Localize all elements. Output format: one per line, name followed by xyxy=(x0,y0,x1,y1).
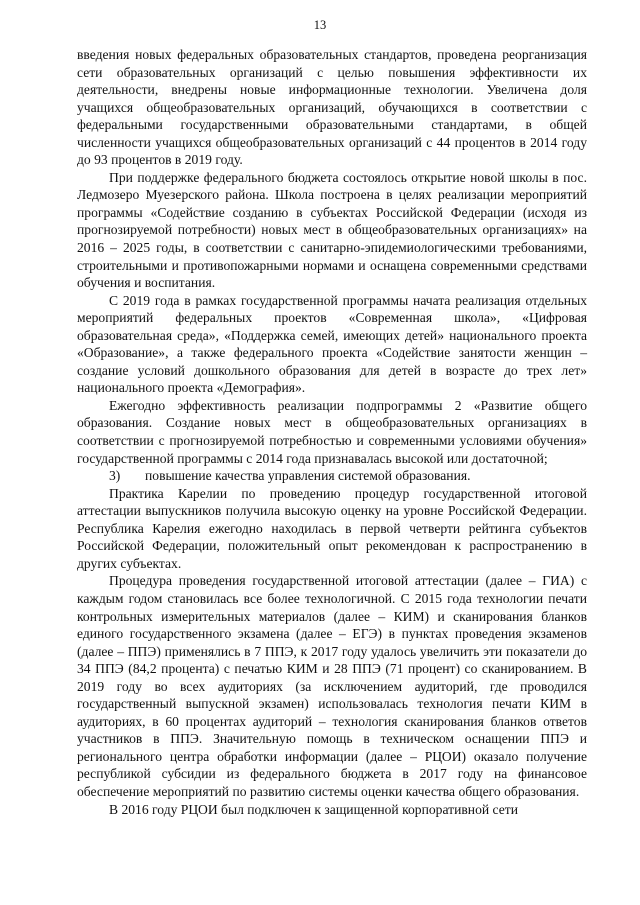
page-number: 13 xyxy=(313,18,327,32)
paragraph-7: В 2016 году РЦОИ был подключен к защищенной корпоративной сети xyxy=(109,801,518,817)
paragraph-2: При поддержке федерального бюджета состоялось открытие новой школы в пос. Ледмозеро Муезерского района. Школа построена в целях реализации мероприятий программы «Содействие созданию в субъектах Российской Федерации (исходя из прогнозируемой потребности) новых мест в общеобразовательных организациях» на 2016 – 2025 годы, в соответствии с санитарно-эпидемиологическими требованиями, строительными и противопожарными нормами и оснащена современными средствами обучения и воспитания. xyxy=(77,169,587,291)
list-item-3 xyxy=(77,467,587,485)
list-item-text: повышение качества управления системой образования. xyxy=(145,468,471,484)
paragraph-1: введения новых федеральных образовательных стандартов, проведена реорганизация сети образовательных организаций с целью повышения эффективности их деятельности, внедрены новые информационные технологии. Увеличена доля учащихся общеобразовательных организаций, обучающихся в соответствии с федеральными государственными образовательными стандартами, в общей численности учащихся общеобразовательных организаций с 44 процентов в 2014 году до 93 процентов в 2019 году. xyxy=(77,47,587,168)
paragraph-4: Ежегодно эффективность реализации подпрограммы 2 «Развитие общего образования. Создание новых мест в общеобразовательных организациях в соответствии с прогнозируемой потребностью и современными условиями обучения» государственной программы с 2014 года признавалась высокой или достаточной; xyxy=(77,397,587,466)
document-body xyxy=(77,46,587,818)
list-item-number: 3) xyxy=(109,468,121,484)
paragraph-6: Процедура проведения государственной итоговой аттестации (далее – ГИА) с каждым годом становилась все более технологичной. С 2015 года технологии печати контрольных измерительных материалов (далее – КИМ) и сканирования бланков единого государственного экзамена (далее – ЕГЭ) в пунктах проведения экзаменов (далее – ППЭ) применялись в 7 ППЭ, к 2017 году удалось увеличить эти показатели до 34 ППЭ (84,2 процента) с печатью КИМ и 28 ППЭ (71 процент) со сканированием. В 2019 году во всех аудиториях (за исключением аудиторий, где проводился государственный выпускной экзамен) использовалась технология печати КИМ в аудиториях, в 60 процентах аудиторий – технология сканирования бланков ответов участников в ППЭ. Значительную помощь в техническом оснащении ППЭ и регионального центра обработки информации (далее – РЦОИ) оказало получение республикой субсидии из федерального бюджета в 2017 году на финансовое обеспечение мероприятий по развитию системы оценки качества общего образования. xyxy=(77,573,587,799)
paragraph-5: Практика Карелии по проведению процедур государственной итоговой аттестации выпускников получила высокую оценку на уровне Российской Федерации. Республика Карелия ежегодно находилась в первой четверти рейтинга субъектов Российской Федерации, положительный опыт рекомендован к распространению в других субъектах. xyxy=(77,485,587,571)
paragraph-3: С 2019 года в рамках государственной программы начата реализация отдельных мероприятий федеральных проектов «Современная школа», «Цифровая образовательная среда», «Поддержка семей, имеющих детей» национального проекта «Образование», а также федерального проекта «Содействие занятости женщин – создание условий дошкольного образования для детей в возрасте до трех лет» национального проекта «Демография». xyxy=(77,292,587,396)
